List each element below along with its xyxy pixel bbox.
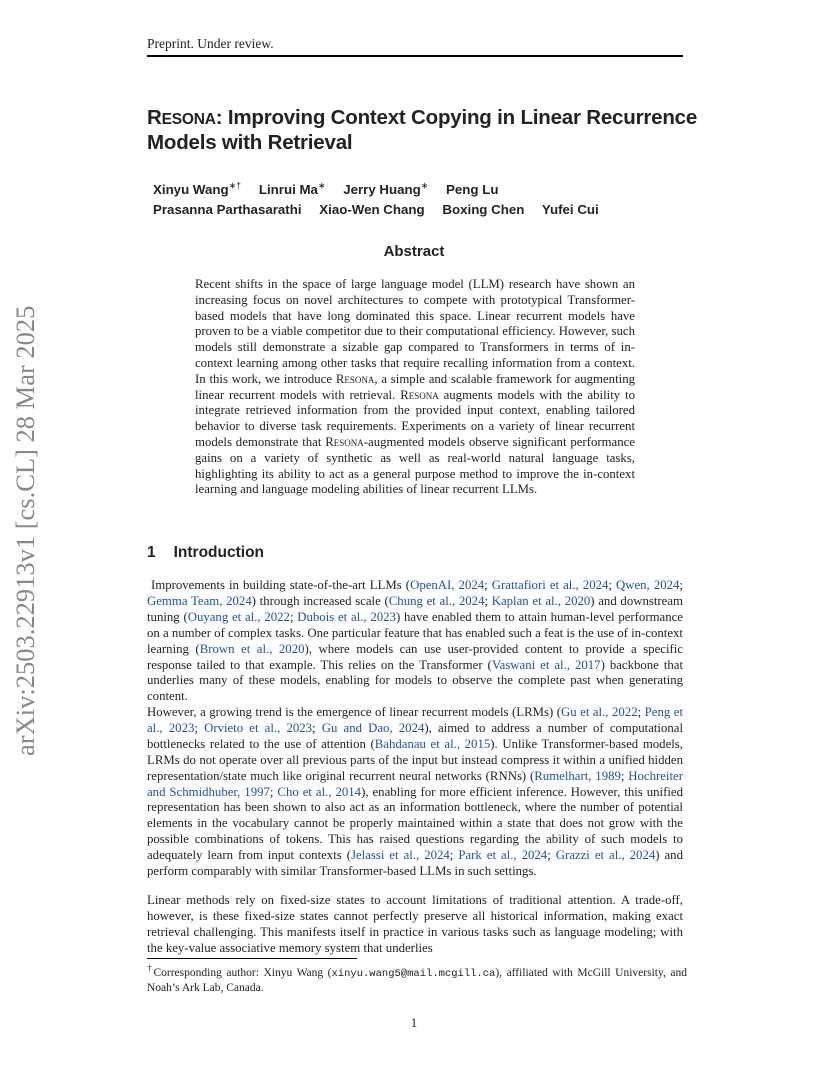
intro-paragraph-3: Linear methods rely on fixed-size states to account limitations of traditional attention. A trade-off, however, is these fixed-size states cannot perfectly preserve all historical information, making exact retrieval challenging. This manifests itself in practice in various tasks such as language modeling; with the key-value associative memory system that underlies [147,893,683,955]
arxiv-identifier-sidebar: arXiv:2503.22913v1 [cs.CL] 28 Mar 2025 [10,305,40,756]
citation-link[interactable]: Grattafiori et al., 2024 [491,578,609,592]
citation-link[interactable]: Dubois et al., 2023 [297,609,396,624]
section-number: 1 [147,544,156,561]
citation-link[interactable]: Gu et al., 2022 [561,705,638,719]
footnote-mark: † [147,963,154,974]
author: Linrui Ma∗ [258,181,326,198]
intro-paragraph-2: However, a growing trend is the emergence of linear recurrent models (LRMs) (Gu et al., 2022; Peng et al., 2023; Orvieto et al., 2023; Gu and Dao, 2024), aimed to address a number of computational bottlenecks related to the use of attention (Bahdanau et al., 2015). Unlike Transformer-based models, LRMs do not operate over all previous parts of the input but instead compress it within a unified hidden representation/state much like original recurrent neural networks (RNNs) (Rumelhart, 1989; Hochreiter and Schmidhuber, 1997; Cho et al., 2014), enabling for more efficient inference. However, this unified representation has been shown to also act as an information bottleneck, where the number of potential elements in the vocabulary cannot be properly maintained within a state that does not grow with the possible combinations of tokens. This has raised questions regarding the ability of such models to adequately learn from input contexts (Jelassi et al., 2024; Park et al., 2024; Grazzi et al., 2024) and perform comparably with similar Transformer-based LLMs in such settings. [147,705,684,879]
abstract-heading: Abstract [383,243,445,260]
citation-link[interactable]: Rumelhart, 1989 [534,768,621,783]
resona-name: Resona [400,387,439,402]
section-heading [147,544,264,562]
citation-link[interactable]: Qwen, 2024 [616,578,680,592]
citation-link[interactable]: Ouyang et al., 2022 [187,609,290,624]
footnote-rule [147,958,357,959]
author-row-1 [153,176,613,200]
title-name-initial: R [147,106,162,129]
author: Boxing Chen [442,202,525,218]
citation-link[interactable]: Peng et al., 2023 [147,705,684,735]
author: Xinyu Wang∗† [153,181,242,198]
intro-paragraph-1: Improvements in building state-of-the-art LLMs (OpenAI, 2024; Grattafiori et al., 2024; Qwen, 2024; Gemma Team, 2024) through increased scale (Chung et al., 2024; Kaplan et al., 2020) and downstream tuning (Ouyang et al., 2022; Dubois et al., 2023) have enabled them to attain human-level performance on a number of complex tasks. One particular feature that has enabled such a feat is the use of in-context learning (Brown et al., 2020), where models can use user-provided content to provide a specific response tailed to that example. This relies on the Transformer (Vaswani et al., 2017) backbone that underlies many of these models, enabling for models to observe the complete past when generating content. [147,578,684,704]
citation-link[interactable]: Park et al., 2024 [458,848,548,863]
author: Prasanna Parthasarathi [153,202,302,218]
citation-link[interactable]: Gu and Dao, 2024 [321,720,425,735]
citation-link[interactable]: Jelassi et al., 2024 [350,848,450,863]
running-header: Preprint. Under review. [147,36,274,51]
page-number: 1 [410,1015,418,1030]
citation-link[interactable]: 2020 [564,593,591,608]
footnote: †Corresponding author: Xinyu Wang (xinyu.wang5@mail.mcgill.ca), affiliated with McGill University, and Noah’s Ark Lab, Canada. [147,963,688,995]
citation-link[interactable]: Hochreiter and Schmidhuber, 1997 [147,768,683,799]
author: Jerry Huang∗ [343,181,429,198]
citation-link[interactable]: Gemma Team, 2024 [147,593,252,608]
author-row-2 [153,200,613,220]
citation-link[interactable]: Brown et al., 2020 [199,641,305,656]
header-rule [147,55,683,57]
citation-link[interactable]: Bahdanau et al., 2015 [374,736,491,751]
citation-link[interactable]: Kaplan et al., [491,593,561,608]
citation-link[interactable]: Vaswani et al., 2017 [491,657,601,672]
title-line1-rest: : Improving Context Copying in Linear Recurrence [215,106,698,129]
author: Peng Lu [446,182,499,198]
author-email: xinyu.wang5@mail.mcgill.ca [331,967,496,980]
author: Xiao-Wen Chang [319,202,425,218]
section-title: Introduction [173,544,265,561]
title-name-rest: ESONA [161,111,216,128]
citation-link[interactable]: Orvieto et al., 2023 [204,720,313,735]
author-list [153,176,613,220]
citation-link[interactable]: OpenAI, 2024 [410,578,485,592]
author: Yufei Cui [541,202,599,218]
paper-title [147,106,707,154]
resona-name: Resona [335,371,375,386]
citation-link[interactable]: Grazzi et al., 2024 [555,848,656,863]
citation-link[interactable]: Chung et al., 2024 [388,593,485,608]
resona-name: Resona [325,434,364,449]
citation-link[interactable]: Cho et al., 2014 [277,784,362,799]
title-line2: Models with Retrieval [147,131,353,154]
abstract-body: Recent shifts in the space of large language model (LLM) research have shown an increasing focus on novel architectures to compete with prototypical Transformer-based models that have long dominated this space. Linear recurrent models have proven to be a viable competitor due to their computational efficiency. However, such models still demonstrate a sizable gap compared to Transformers in terms of in-context learning among other tasks that require recalling information from a context. In this work, we introduce Resona, a simple and scalable framework for augmenting linear recurrent models with retrieval. Resona augments models with the ability to integrate retrieved information from the provided input context, enabling tailored behavior to diverse task requirements. Experiments on a variety of linear recurrent models demonstrate that Resona-augmented models observe significant performance gains on a variety of synthetic as well as real-world natural language tasks, highlighting its ability to act as a general purpose method to improve the in-context learning and language modeling abilities of linear recurrent LLMs. [195,277,635,497]
